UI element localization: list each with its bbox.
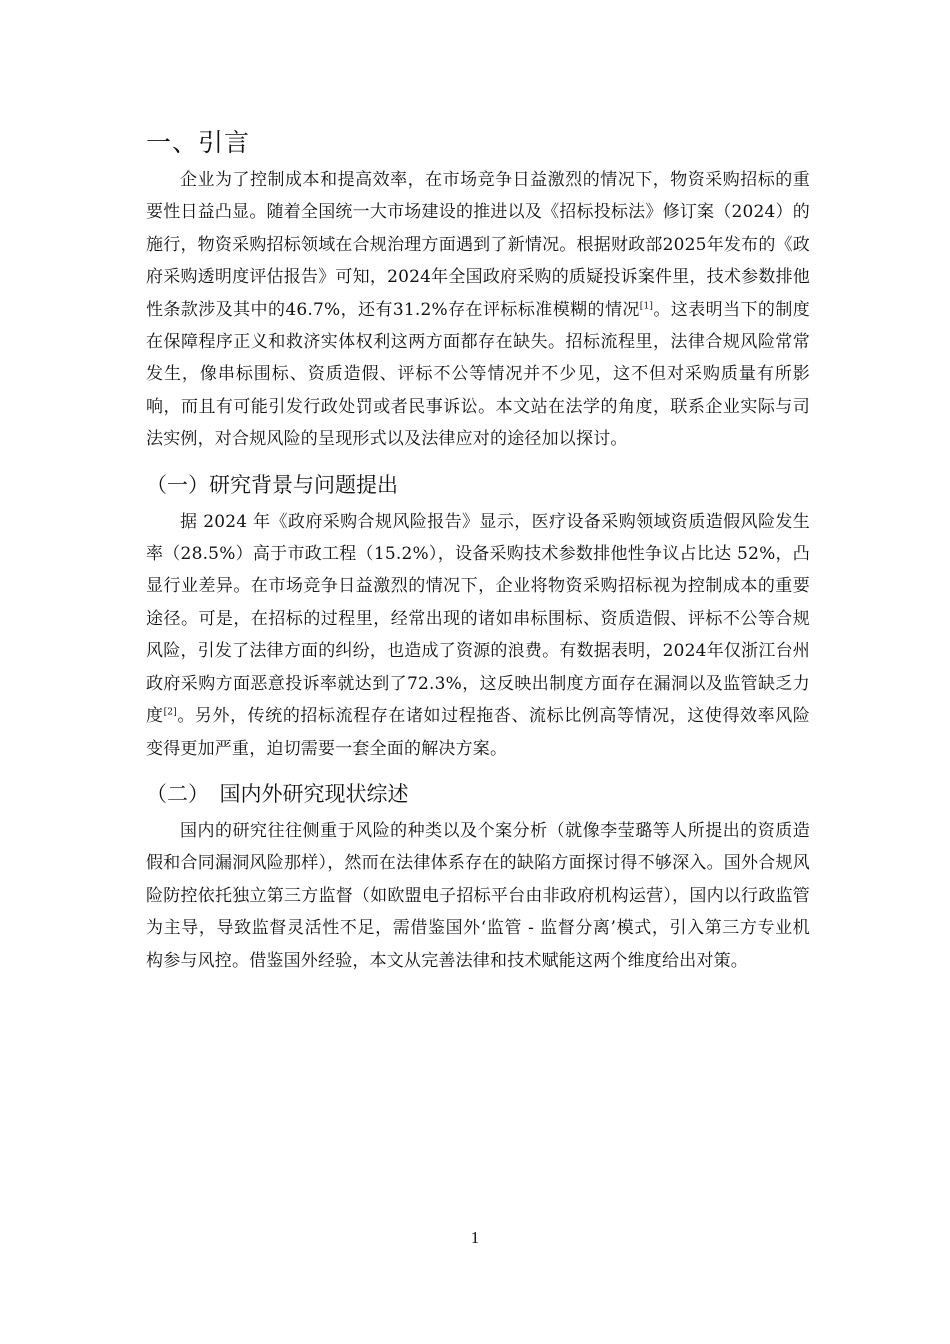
- literature-review-paragraph: 国内的研究往往侧重于风险的种类以及个案分析（就像李莹璐等人所提出的资质造假和合同漏洞风险那样），然而在法律体系存在的缺陷方面探讨得不够深入。国外合规风险防控依托独立第三方监督（如欧盟电子招标平台由非政府机构运营），国内以行政监管为主导，导致监督灵活性不足，需借鉴国外‘监管 - 监督分离’模式，引入第三方专业机构参与风控。借鉴国外经验，本文从完善法律和技术赋能这两个维度给出对策。: [146, 820, 810, 971]
- citation-ref-1[interactable]: [1]: [639, 300, 654, 311]
- section-heading-introduction: 一、引言: [146, 128, 251, 157]
- background-text-part2: 。另外，传统的招标流程存在诸如过程拖沓、流标比例高等情况，这使得效率风险变得更加严重，迫切需要一套全面的解决方案。: [146, 706, 811, 759]
- subsection-heading-background: （一）研究背景与问题提出: [146, 472, 398, 497]
- background-paragraph: [146, 506, 810, 765]
- introduction-paragraph: [146, 164, 810, 456]
- introduction-text-part1: 企业为了控制成本和提高效率，在市场竞争日益激烈的情况下，物资采购招标的重要性日益凸显。随着全国统一大市场建设的推进以及《招标投标法》修订案（2024）的施行，物资采购招标领域在合规治理方面遇到了新情况。根据财政部2025年发布的《政府采购透明度评估报告》可知，2024年全国政府采购的质疑投诉案件里，技术参数排他性条款涉及其中的46.7%，还有31.2%存在评标标准模糊的情况: [146, 170, 810, 320]
- document-body: [146, 124, 810, 977]
- introduction-text-part2: 。这表明当下的制度在保障程序正义和救济实体权利这两方面都存在缺失。招标流程里，法律合规风险常常发生，像串标围标、资质造假、评标不公等情况并不少见，这不但对采购质量有所影响，而且有可能引发行政处罚或者民事诉讼。本文站在法学的角度，联系企业实际与司法实例，对合规风险的呈现形式以及法律应对的途径加以探讨。: [146, 299, 810, 450]
- subsection-heading-literature-review: （二） 国内外研究现状综述: [146, 781, 409, 806]
- background-text-part1: 据 2024 年《政府采购合规风险报告》显示，医疗设备采购领域资质造假风险发生率（28.5%）高于市政工程（15.2%），设备采购技术参数排他性争议占比达 52%，凸显行业差异。在市场竞争日益激烈的情况下，企业将物资采购招标视为控制成本的重要途径。可是，在招标的过程里，经常出现的诸如串标围标、资质造假、评标不公等合规风险，引发了法律方面的纠纷，也造成了资源的浪费。有数据表明，2024年仅浙江台州政府采购方面恶意投诉率就达到了72.3%，这反映出制度方面存在漏洞以及监管缺乏力度: [146, 511, 810, 727]
- page-number: 1: [470, 1228, 480, 1247]
- citation-ref-2[interactable]: [2]: [163, 707, 177, 718]
